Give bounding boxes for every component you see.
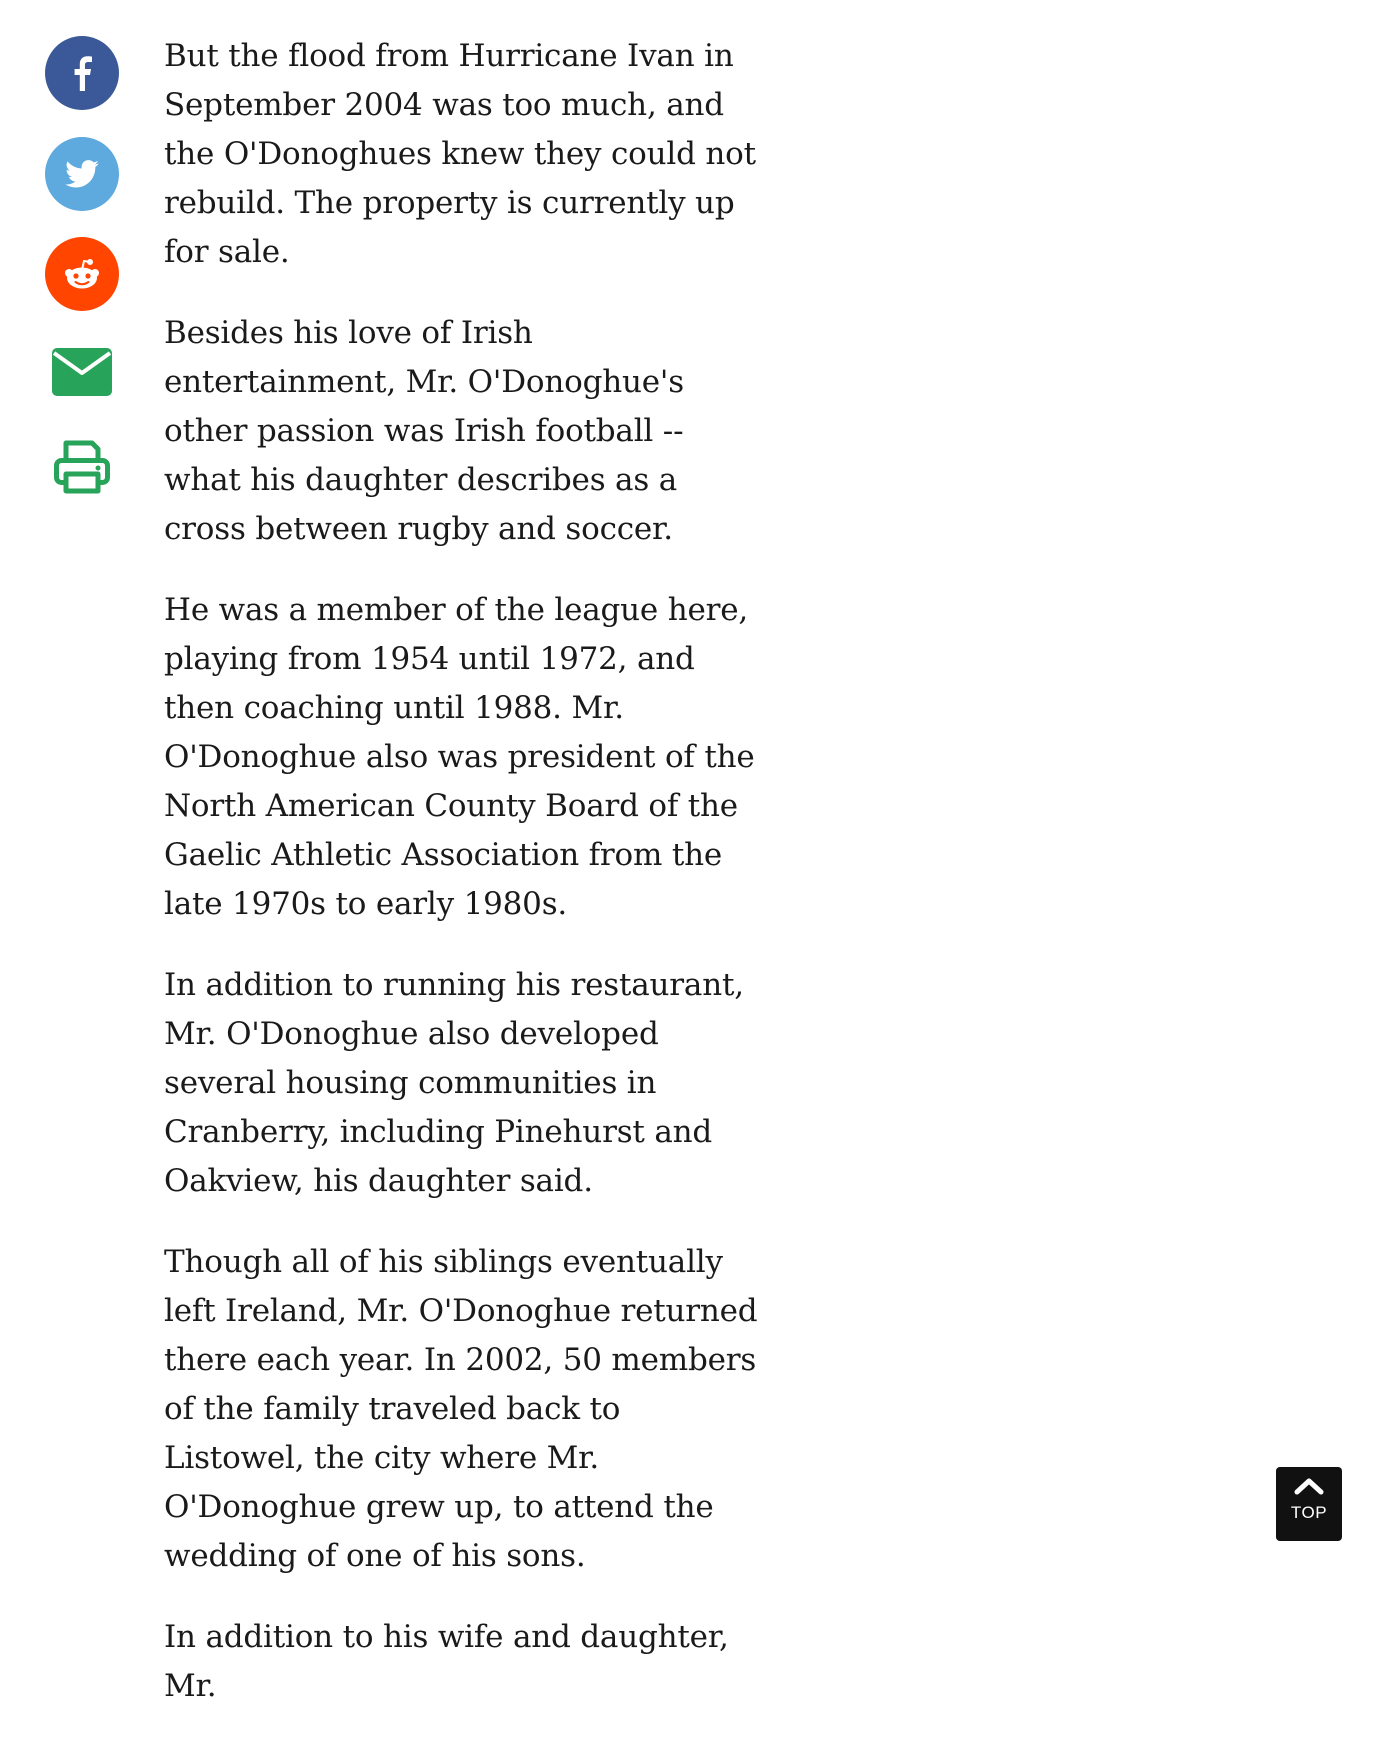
printer-icon: [54, 440, 110, 494]
article-body: [164, 32, 764, 1743]
back-to-top-label: TOP: [1290, 1503, 1328, 1522]
chevron-up-icon: [1294, 1477, 1324, 1495]
article-paragraph: In addition to his wife and daughter, Mr.: [164, 1619, 729, 1704]
article-paragraph: In addition to running his restaurant, Mr. O'Donoghue also developed several housing communities in Cranberry, including Pinehurst and Oakview, his daughter said.: [164, 967, 744, 1199]
email-share-button[interactable]: [52, 348, 112, 396]
back-to-top-button[interactable]: [1276, 1467, 1342, 1541]
twitter-icon: [65, 160, 99, 188]
article-paragraph: But the flood from Hurricane Ivan in September 2004 was too much, and the O'Donoghues knew they could not rebuild. The property is currently up for sale.: [164, 38, 756, 270]
facebook-icon: [71, 55, 93, 91]
envelope-icon: [52, 348, 112, 396]
article-paragraph: Besides his love of Irish entertainment, Mr. O'Donoghue's other passion was Irish football -- what his daughter describes as a cross between rugby and soccer.: [164, 315, 684, 547]
reddit-share-button[interactable]: [45, 237, 119, 311]
reddit-icon: [63, 257, 101, 291]
article-paragraph: Though all of his siblings eventually left Ireland, Mr. O'Donoghue returned there each year. In 2002, 50 members of the family traveled back to Listowel, the city where Mr. O'Donoghue grew up, to attend the wedding of one of his sons.: [164, 1244, 758, 1574]
print-button[interactable]: [54, 440, 110, 494]
facebook-share-button[interactable]: [45, 36, 119, 110]
twitter-share-button[interactable]: [45, 137, 119, 211]
article-paragraph: He was a member of the league here, playing from 1954 until 1972, and then coaching until 1988. Mr. O'Donoghue also was president of the North American County Board of the Gaelic Athletic Association from the late 1970s to early 1980s.: [164, 592, 755, 922]
